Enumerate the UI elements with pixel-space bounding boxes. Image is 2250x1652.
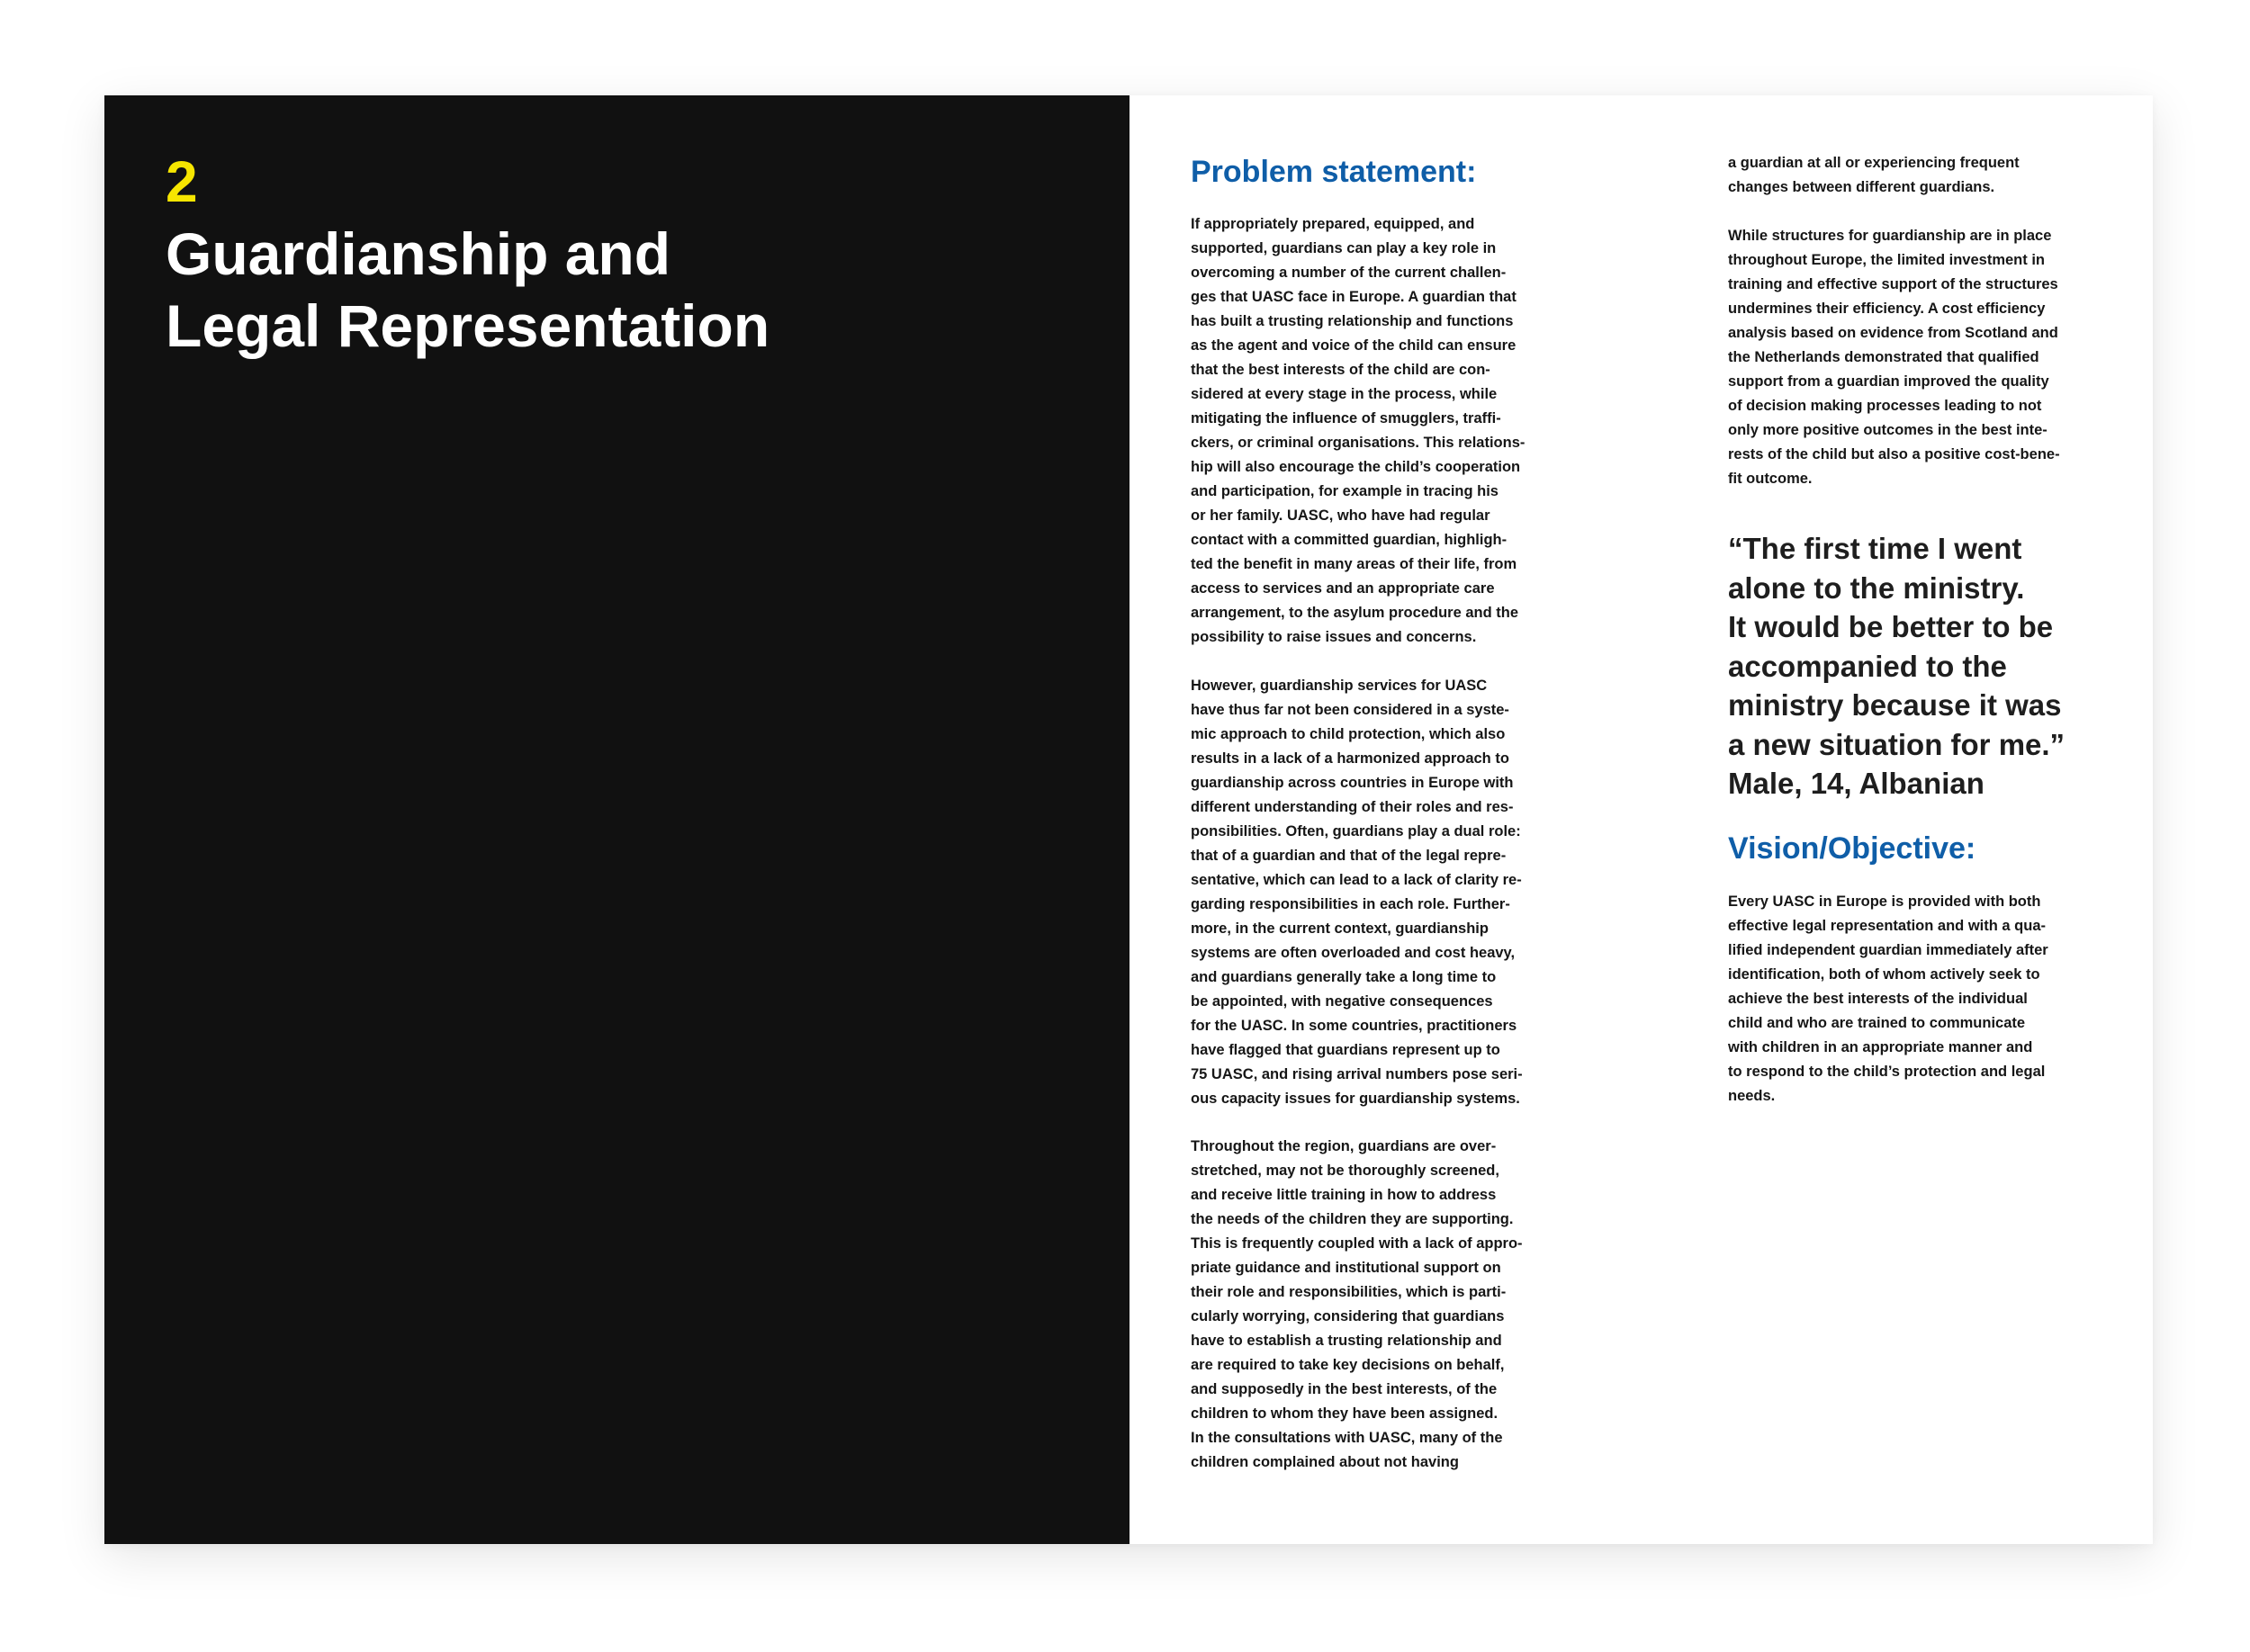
text-line: 75 UASC, and rising arrival numbers pose seri- (1191, 1066, 1523, 1082)
text-line: Throughout the region, guardians are over- (1191, 1138, 1497, 1154)
text-line: only more positive outcomes in the best inte- (1728, 422, 2048, 438)
text-line: systems are often overloaded and cost heavy, (1191, 945, 1516, 961)
text-line: and supposedly in the best interests, of the (1191, 1381, 1498, 1397)
text-line: more, in the current context, guardianship (1191, 920, 1489, 937)
text-line: “The first time I went (1728, 532, 2022, 565)
pull-quote (1728, 529, 2115, 804)
text-line: priate guidance and institutional support on (1191, 1260, 1501, 1276)
chapter-number: 2 (166, 149, 198, 214)
text-line: results in a lack of a harmonized approach to (1191, 750, 1509, 767)
text-line: that the best interests of the child are con- (1191, 362, 1490, 378)
text-line: possibility to raise issues and concerns. (1191, 629, 1477, 645)
text-line: for the UASC. In some countries, practitioners (1191, 1018, 1517, 1034)
text-line: sidered at every stage in the process, while (1191, 386, 1498, 402)
text-line: sentative, which can lead to a lack of clarity re- (1191, 872, 1522, 888)
text-line: alone to the ministry. (1728, 570, 2025, 605)
text-line: undermines their efficiency. A cost efficiency (1728, 301, 2046, 317)
text-line: are required to take key decisions on behalf, (1191, 1357, 1505, 1373)
text-line: the needs of the children they are supporting. (1191, 1211, 1514, 1227)
text-line: have flagged that guardians represent up to (1191, 1042, 1500, 1058)
text-line: While structures for guardianship are in place (1728, 228, 2052, 244)
paragraph-3 (1191, 1135, 1569, 1475)
text-line: rests of the child but also a positive cost-bene- (1728, 446, 2060, 462)
text-line: ges that UASC face in Europe. A guardian that (1191, 289, 1516, 305)
text-line: the Netherlands demonstrated that qualified (1728, 349, 2039, 365)
text-line: In the consultations with UASC, many of the (1191, 1430, 1503, 1446)
vision-objective-heading: Vision/Objective: (1728, 831, 1976, 866)
text-line: and guardians generally take a long time to (1191, 969, 1497, 985)
text-line: lified independent guardian immediately after (1728, 942, 2048, 958)
text-line: support from a guardian improved the quality (1728, 373, 2049, 390)
text-line: have to establish a trusting relationship and (1191, 1333, 1502, 1349)
text-line: This is frequently coupled with a lack of appro- (1191, 1235, 1523, 1252)
text-line: arrangement, to the asylum procedure and the (1191, 605, 1518, 621)
text-line: to respond to the child’s protection and legal (1728, 1064, 2046, 1080)
text-line: ponsibilities. Often, guardians play a dual role: (1191, 823, 1521, 839)
text-line: stretched, may not be thoroughly screened, (1191, 1163, 1499, 1179)
text-line: different understanding of their roles and res- (1191, 799, 1514, 815)
text-line: their role and responsibilities, which is parti- (1191, 1284, 1507, 1300)
document-spread (104, 95, 2153, 1544)
text-line: analysis based on evidence from Scotland and (1728, 325, 2058, 341)
text-line: supported, guardians can play a key role in (1191, 240, 1497, 256)
text-line: mic approach to child protection, which also (1191, 726, 1506, 742)
text-line: Every UASC in Europe is provided with both (1728, 893, 2041, 910)
text-line: cularly worrying, considering that guardians (1191, 1308, 1505, 1324)
col2-paragraph-2 (1728, 224, 2106, 491)
text-line: access to services and an appropriate care (1191, 580, 1495, 597)
text-line: However, guardianship services for UASC (1191, 678, 1488, 694)
text-line: and receive little training in how to address (1191, 1187, 1497, 1203)
text-line: of decision making processes leading to not (1728, 398, 2042, 414)
text-line: training and effective support of the structures (1728, 276, 2058, 292)
text-line: Male, 14, Albanian (1728, 767, 1984, 800)
text-line: changes between different guardians. (1728, 179, 1995, 195)
text-line: that of a guardian and that of the legal repre- (1191, 848, 1507, 864)
text-line: If appropriately prepared, equipped, and (1191, 216, 1475, 232)
text-line: contact with a committed guardian, highligh- (1191, 532, 1508, 548)
text-line: It would be better to be (1728, 610, 2054, 643)
text-line: a guardian at all or experiencing frequent (1728, 155, 2020, 171)
text-line: ckers, or criminal organisations. This relations- (1191, 435, 1526, 451)
chapter-title-line: Legal Representation (166, 292, 770, 359)
paragraph-1 (1191, 212, 1569, 650)
text-line: and participation, for example in tracing his (1191, 483, 1498, 499)
problem-statement-heading: Problem statement: (1191, 155, 1477, 189)
text-line: be appointed, with negative consequences (1191, 993, 1493, 1010)
text-line: accompanied to the (1728, 649, 2007, 683)
text-line: effective legal representation and with a qua- (1728, 918, 2047, 934)
text-line: with children in an appropriate manner and (1728, 1039, 2033, 1055)
text-line: hip will also encourage the child’s cooperation (1191, 459, 1521, 475)
text-line: have thus far not been considered in a syste- (1191, 702, 1509, 718)
text-line: ministry because it was (1728, 688, 2062, 722)
text-line: overcoming a number of the current challen- (1191, 265, 1507, 281)
right-page (1130, 95, 2153, 1544)
text-line: or her family. UASC, who have had regular (1191, 507, 1490, 524)
text-line: mitigating the influence of smugglers, traffi- (1191, 410, 1501, 426)
text-line: a new situation for me.” (1728, 727, 2066, 761)
text-line: as the agent and voice of the child can ensure (1191, 337, 1516, 354)
text-line: child and who are trained to communicate (1728, 1015, 2026, 1031)
text-line: children complained about not having (1191, 1454, 1459, 1470)
text-line: has built a trusting relationship and functions (1191, 313, 1514, 329)
text-line: ted the benefit in many areas of their life, from (1191, 556, 1517, 572)
text-line: needs. (1728, 1088, 1776, 1104)
chapter-title (166, 218, 1066, 362)
text-line: garding responsibilities in each role. Further- (1191, 896, 1510, 912)
chapter-title-line: Guardianship and (166, 220, 671, 287)
text-line: identification, both of whom actively seek to (1728, 966, 2040, 983)
text-line: children to whom they have been assigned. (1191, 1405, 1498, 1422)
text-line: ous capacity issues for guardianship systems. (1191, 1091, 1520, 1107)
paragraph-2 (1191, 674, 1569, 1111)
text-line: fit outcome. (1728, 471, 1813, 487)
text-line: achieve the best interests of the individual (1728, 991, 2028, 1007)
text-line: guardianship across countries in Europe with (1191, 775, 1514, 791)
text-line: throughout Europe, the limited investment in (1728, 252, 2046, 268)
col2-paragraph-1 (1728, 151, 2106, 200)
left-page (104, 95, 1130, 1544)
vision-paragraph (1728, 890, 2106, 1109)
